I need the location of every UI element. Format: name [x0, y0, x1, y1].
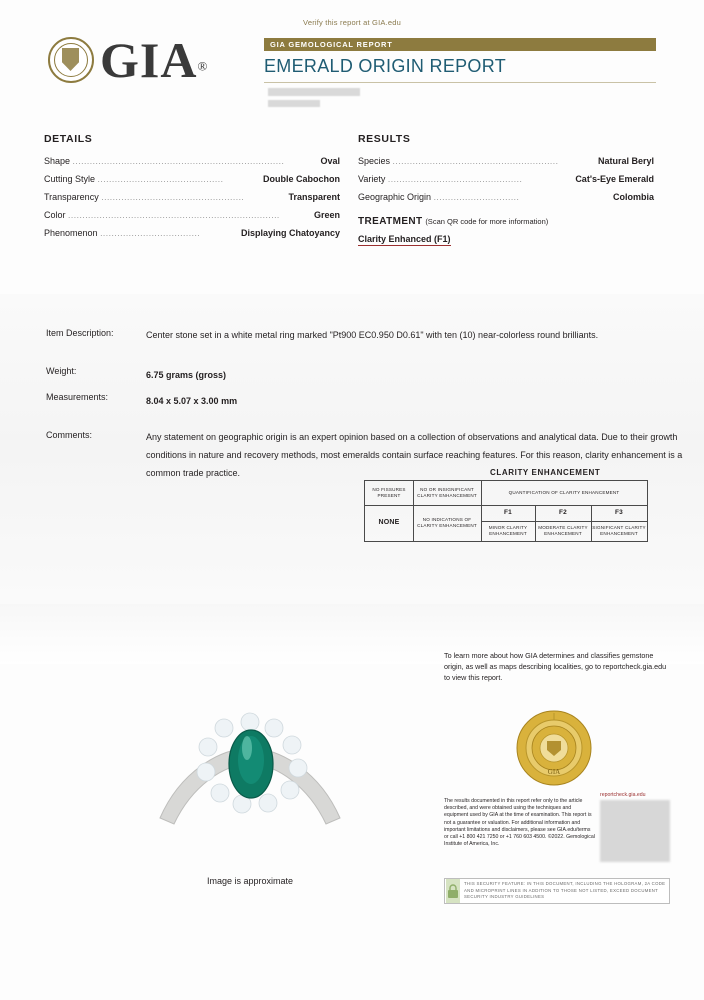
details-heading: DETAILS: [44, 133, 93, 145]
ce-grade-f3: F3: [615, 509, 623, 516]
svg-text:GIA: GIA: [547, 768, 561, 776]
ce-col1-header: NO FISSURES PRESENT: [372, 487, 406, 498]
redacted-report-date: [268, 100, 320, 107]
ce-grade-f1-desc: MINOR CLARITY ENHANCEMENT: [488, 525, 528, 536]
result-value: Cat's-Eye Emerald: [575, 174, 654, 184]
detail-dots: ..................................................: [101, 192, 245, 202]
result-row-species: [358, 156, 654, 166]
detail-label: Transparency: [44, 192, 99, 202]
detail-value: Oval: [320, 156, 340, 166]
clarity-enhancement-title: CLARITY ENHANCEMENT: [490, 468, 601, 477]
ring-illustration: [120, 700, 380, 840]
detail-row-phenomenon: [44, 228, 340, 238]
result-row-variety: [358, 174, 654, 184]
comments-text: Any statement on geographic origin is an expert opinion based on a collection of observations and analytical data. Due to their growth conditions in nature and recovery methods, most emeralds contain surface reaching features. For this reason, clarity enhancement is a common trade practice.: [146, 432, 683, 478]
learn-more-text: To learn more about how GIA determines and classifies gemstone origin, as well as maps describing localities, go to reportcheck.gia.edu to view this report.: [444, 651, 667, 682]
ce-no-indications-label: NO INDICATIONS OF CLARITY ENHANCEMENT: [417, 517, 477, 528]
result-value: Colombia: [612, 192, 654, 202]
ce-col2-header: NO OR INSIGNIFICANT CLARITY ENHANCEMENT: [417, 487, 477, 498]
detail-value: Displaying Chatoyancy: [240, 228, 340, 238]
ring-photo: [120, 700, 380, 840]
result-value: Natural Beryl: [597, 156, 654, 166]
result-label: Geographic Origin: [358, 192, 432, 202]
reportcheck-url-label[interactable]: reportcheck.gia.edu: [600, 792, 646, 798]
weight-label: Weight:: [46, 366, 77, 376]
detail-dots: ..........................................................................: [68, 210, 280, 220]
detail-label: Cutting Style: [44, 174, 96, 184]
detail-label: Color: [44, 210, 66, 220]
detail-value: Green: [313, 210, 340, 220]
result-dots: ..........................................................: [392, 156, 559, 166]
item-description-text: Center stone set in a white metal ring marked "Pt900 EC0.950 D0.61" with ten (10) near-colorless round brilliants.: [146, 330, 599, 340]
treatment-label: TREATMENT: [358, 216, 423, 227]
fineprint-text: The results documented in this report refer only to the article described, and were obtained using the techniques and equipment used by GIA at the time of examination. This report is not a guarantee or valuation. For additional information and important limitations and disclaimers, please see GIA.edu/terms or call +1 800 421 7250 or +1 760 603 4500. ©2022. Gemological Institute of America, Inc.: [444, 798, 595, 848]
weight-value: 6.75 grams (gross): [146, 370, 227, 380]
detail-label: Shape: [44, 156, 71, 166]
header-divider: [264, 82, 656, 83]
comments-label: Comments:: [46, 430, 93, 440]
qr-code[interactable]: [600, 800, 670, 862]
clarity-enhancement-table: [364, 480, 648, 542]
result-row-geographic-origin: [358, 192, 654, 202]
result-dots: ...............................................: [387, 174, 523, 184]
ce-none-label: NONE: [378, 519, 400, 526]
detail-row-transparency: [44, 192, 340, 202]
verify-report-text: Verify this report at GIA.edu: [303, 18, 401, 27]
gia-logo-text: GIA: [100, 32, 198, 88]
security-features-text: THIS SECURITY FEATURE: IN THIS DOCUMENT, INCLUDING THE HOLOGRAM, 2A CODE AND MICROPRINT LINES IN ADDITION TO THOSE NOT LISTED, EXCEED DOCUMENT SECURITY INDUSTRY GUIDELINES: [464, 881, 666, 900]
results-heading: RESULTS: [358, 133, 411, 145]
detail-value: Transparent: [288, 192, 340, 202]
ce-grade-f2-desc: MODERATE CLARITY ENHANCEMENT: [538, 525, 588, 536]
security-features-bar: [444, 878, 670, 904]
detail-label: Phenomenon: [44, 228, 98, 238]
measurements-label: Measurements:: [46, 392, 109, 402]
detail-dots: ..........................................................................: [72, 156, 285, 166]
detail-row-color: [44, 210, 340, 220]
treatment-heading: [358, 216, 548, 227]
gia-seal-icon: [48, 37, 94, 83]
detail-value: Double Cabochon: [263, 174, 340, 184]
redacted-report-number: [268, 88, 360, 96]
measurements-value: 8.04 x 5.07 x 3.00 mm: [146, 396, 238, 406]
ce-grade-f1: F1: [504, 509, 512, 516]
detail-row-shape: [44, 156, 340, 166]
ce-grade-f2: F2: [559, 509, 567, 516]
treatment-value: Clarity Enhanced (F1): [358, 234, 451, 244]
detail-dots: ............................................: [97, 174, 224, 184]
ce-quantification-header: QUANTIFICATION OF CLARITY ENHANCEMENT: [508, 490, 620, 495]
result-label: Variety: [358, 174, 386, 184]
report-type-band: GIA GEMOLOGICAL REPORT: [264, 38, 656, 51]
gia-gold-seal-icon: [516, 710, 592, 786]
registered-mark-icon: ®: [197, 58, 208, 74]
result-label: Species: [358, 156, 391, 166]
treatment-note: (Scan QR code for more information): [425, 217, 549, 226]
gia-logo: [48, 32, 208, 88]
result-dots: ..............................: [433, 192, 520, 202]
ce-grade-f3-desc: SIGNIFICANT CLARITY ENHANCEMENT: [592, 525, 646, 536]
page-title: EMERALD ORIGIN REPORT: [264, 56, 507, 76]
hologram-icon: [446, 879, 460, 903]
item-description-label: Item Description:: [46, 328, 114, 338]
detail-row-cutting-style: [44, 174, 340, 184]
image-caption: Image is approximate: [206, 876, 294, 886]
detail-dots: ...................................: [100, 228, 201, 238]
